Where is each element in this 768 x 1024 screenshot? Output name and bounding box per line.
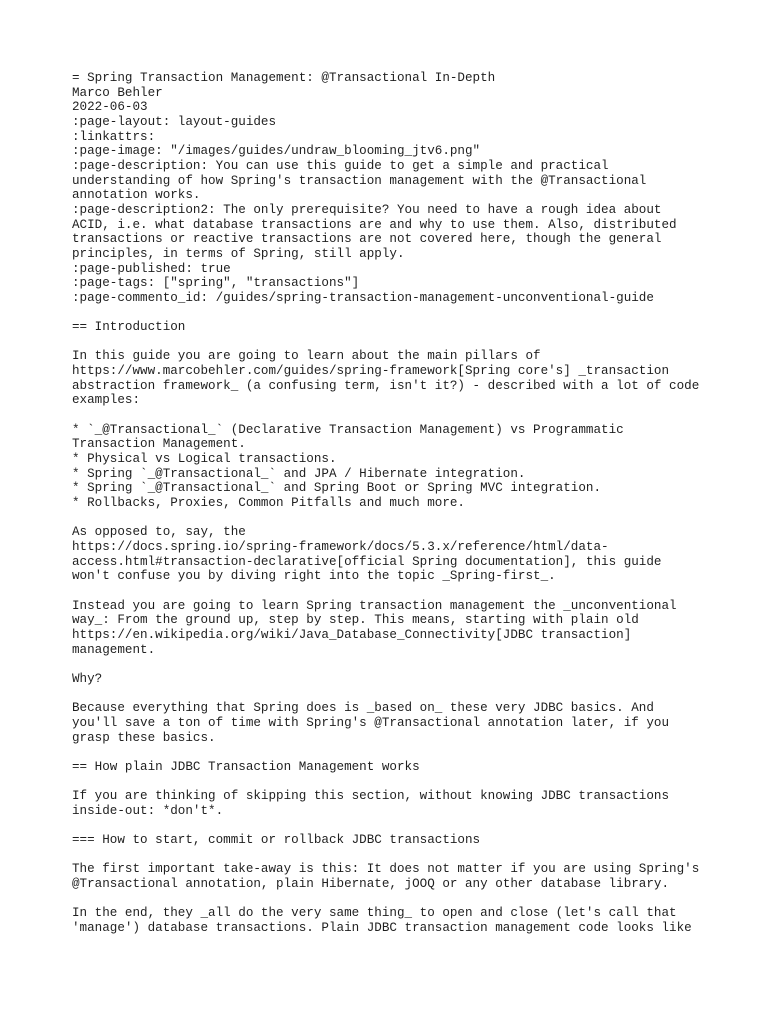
- text-line: [72, 745, 762, 760]
- text-line: Why?: [72, 671, 103, 686]
- text-line: :page-description2: The only prerequisite? You need to have a rough idea about: [72, 202, 662, 217]
- text-line: way_: From the ground up, step by step. This means, starting with plain old: [72, 613, 639, 628]
- text-line: :linkattrs:: [72, 129, 156, 144]
- text-line: As opposed to, say, the: [72, 525, 246, 540]
- text-line: [72, 818, 762, 833]
- text-line: * Rollbacks, Proxies, Common Pitfalls and much more.: [72, 496, 465, 511]
- text-line: [72, 687, 762, 702]
- text-line: understanding of how Spring's transaction management with the @Transactional: [72, 173, 647, 188]
- text-line: https://www.marcobehler.com/guides/spring-framework[Spring core's] _transaction: [72, 364, 670, 379]
- document-page: [72, 71, 762, 936]
- text-line: == Introduction: [72, 320, 186, 335]
- text-line: Transaction Management.: [72, 437, 246, 452]
- text-line: [72, 584, 762, 599]
- text-line: management.: [72, 642, 156, 657]
- text-line: [72, 408, 762, 423]
- text-line: :page-layout: layout-guides: [72, 114, 277, 129]
- text-line: The first important take-away is this: It does not matter if you are using Spring's: [72, 862, 700, 877]
- text-line: :page-commento_id: /guides/spring-transaction-management-unconventional-guide: [72, 290, 654, 305]
- text-line: you'll save a ton of time with Spring's @Transactional annotation later, if you: [72, 715, 670, 730]
- text-line: [72, 848, 762, 863]
- text-line: [72, 511, 762, 526]
- text-line: * Spring `_@Transactional_` and Spring Boot or Spring MVC integration.: [72, 481, 602, 496]
- text-line: In the end, they _all do the very same thing_ to open and close (let's call that: [72, 906, 677, 921]
- text-line: Because everything that Spring does is _based on_ these very JDBC basics. And: [72, 701, 654, 716]
- text-line: principles, in terms of Spring, still apply.: [72, 246, 405, 261]
- text-line: In this guide you are going to learn about the main pillars of: [72, 349, 541, 364]
- text-line: won't confuse you by diving right into the topic _Spring-first_.: [72, 569, 556, 584]
- text-line: ACID, i.e. what database transactions are and why to use them. Also, distributed: [72, 217, 677, 232]
- text-line: * Spring `_@Transactional_` and JPA / Hibernate integration.: [72, 466, 526, 481]
- text-line: examples:: [72, 393, 141, 408]
- text-line: Instead you are going to learn Spring transaction management the _unconventional: [72, 598, 677, 613]
- text-line: [72, 775, 762, 790]
- text-line: https://docs.spring.io/spring-framework/docs/5.3.x/reference/html/data-: [72, 540, 609, 554]
- text-line: transactions or reactive transactions are not covered here, though the general: [72, 232, 662, 247]
- text-line: === How to start, commit or rollback JDBC transactions: [72, 833, 481, 848]
- text-line: access.html#transaction-declarative[official Spring documentation], this guide: [72, 554, 662, 569]
- text-line: 2022-06-03: [72, 100, 148, 115]
- text-line: :page-image: "/images/guides/undraw_blooming_jtv6.png": [72, 144, 481, 159]
- text-line: If you are thinking of skipping this section, without knowing JDBC transactions: [72, 789, 670, 804]
- text-line: annotation works.: [72, 188, 201, 203]
- text-line: grasp these basics.: [72, 730, 216, 745]
- text-line: :page-description: You can use this guide to get a simple and practical: [72, 158, 609, 173]
- text-line: :page-tags: ["spring", "transactions"]: [72, 276, 360, 291]
- text-line: = Spring Transaction Management: @Transactional In-Depth: [72, 71, 496, 85]
- text-line: * `_@Transactional_` (Declarative Transaction Management) vs Programmatic: [72, 422, 624, 437]
- text-line: :page-published: true: [72, 261, 231, 276]
- text-line: [72, 657, 762, 672]
- text-line: [72, 306, 762, 321]
- text-line: [72, 892, 762, 907]
- text-line: inside-out: *don't*.: [72, 803, 224, 818]
- text-line: Marco Behler: [72, 85, 163, 100]
- text-line: abstraction framework_ (a confusing term, isn't it?) - described with a lot of code: [72, 378, 700, 393]
- text-line: [72, 335, 762, 350]
- text-line: * Physical vs Logical transactions.: [72, 452, 337, 467]
- text-line: == How plain JDBC Transaction Management works: [72, 759, 420, 774]
- text-line: https://en.wikipedia.org/wiki/Java_Database_Connectivity[JDBC transaction]: [72, 627, 632, 642]
- text-line: @Transactional annotation, plain Hibernate, jOOQ or any other database library.: [72, 877, 670, 892]
- text-line: 'manage') database transactions. Plain JDBC transaction management code looks like: [72, 921, 692, 936]
